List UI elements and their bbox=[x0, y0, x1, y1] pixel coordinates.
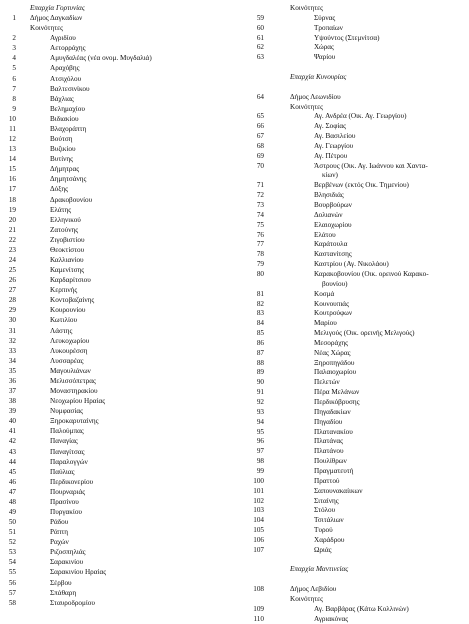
item-number: 13 bbox=[8, 145, 16, 154]
place-name: Χαράδρου bbox=[314, 535, 345, 544]
place-name: Ψαρίου bbox=[314, 53, 336, 62]
place-name: Τροπαίων bbox=[314, 23, 343, 32]
place-name: Ελάτης bbox=[50, 205, 72, 214]
place-name: Παύλιας bbox=[50, 467, 75, 476]
item-number: 63 bbox=[256, 53, 264, 62]
item-number: 69 bbox=[256, 151, 264, 160]
place-name: Κουρουνίου bbox=[50, 306, 86, 315]
item-number: 4 bbox=[12, 54, 16, 63]
item-number: 82 bbox=[256, 299, 264, 308]
place-name: Ελαιοχωρίου bbox=[314, 220, 352, 229]
item-number: 56 bbox=[8, 578, 16, 587]
place-name: Βλησιδιάς bbox=[314, 191, 344, 200]
item-number: 60 bbox=[256, 23, 264, 32]
place-name: Σιταίνης bbox=[314, 496, 339, 505]
item-number: 14 bbox=[8, 155, 16, 164]
item-number: 84 bbox=[256, 319, 264, 328]
item-number: 51 bbox=[8, 528, 16, 537]
item-number: 29 bbox=[8, 306, 16, 315]
place-name: Παλούμπας bbox=[50, 427, 84, 436]
place-name: Βαλτεσινίκου bbox=[50, 84, 90, 93]
item-number: 54 bbox=[8, 558, 16, 567]
item-number: 41 bbox=[8, 427, 16, 436]
item-number: 55 bbox=[8, 568, 16, 577]
place-name: Νυμφασίας bbox=[50, 407, 83, 416]
place-name: Δόξης bbox=[50, 185, 69, 194]
item-number: 39 bbox=[8, 407, 16, 416]
item-number: 38 bbox=[8, 397, 16, 406]
item-number: 20 bbox=[8, 215, 16, 224]
place-name: Σέρβου bbox=[50, 578, 72, 587]
place-name: Άστρους (Οικ. Αγ. Ιωάννου και Χαντα- bbox=[314, 161, 428, 170]
place-name: Πλατανακίου bbox=[314, 427, 353, 436]
place-name: Ζιγοβιστίου bbox=[50, 235, 85, 244]
place-name: Βερβένων (εκτός Οικ. Τημενίου) bbox=[314, 181, 409, 190]
place-name: Βελημαχίου bbox=[50, 104, 85, 113]
item-number: 98 bbox=[256, 457, 264, 466]
item-number: 107 bbox=[253, 545, 264, 554]
place-name: Μεσοράχης bbox=[314, 338, 349, 347]
item-number: 96 bbox=[256, 437, 264, 446]
place-name: Παναγίας bbox=[50, 437, 78, 446]
item-number: 15 bbox=[8, 165, 16, 174]
item-number: 27 bbox=[8, 286, 16, 295]
place-name: Σαρακινίου Ηραίας bbox=[50, 568, 107, 577]
item-number: 59 bbox=[256, 13, 264, 22]
place-name: Μαρίου bbox=[314, 319, 337, 328]
item-number: 92 bbox=[256, 398, 264, 406]
item-number: 105 bbox=[253, 526, 264, 535]
item-number: 67 bbox=[256, 132, 264, 141]
place-name: Χώρας bbox=[314, 43, 334, 52]
place-name: Δήμος Λεωνιδίου bbox=[290, 92, 341, 101]
place-name: Κουνουπιάς bbox=[314, 299, 349, 308]
place-name: Ξηροπηγάδου bbox=[314, 358, 355, 367]
place-name: Δημητσάνης bbox=[50, 175, 87, 184]
item-number: 90 bbox=[256, 378, 264, 387]
place-name: Σαρακινίου bbox=[50, 558, 84, 567]
place-name: Σαπουνακαίικων bbox=[314, 486, 363, 495]
item-number: 28 bbox=[8, 296, 16, 305]
place-name: Ωριάς bbox=[314, 545, 332, 554]
place-name: Βλαχοράπτη bbox=[50, 124, 87, 133]
place-name: Σταυροδρομίου bbox=[50, 598, 95, 607]
place-name: Βάχλιας bbox=[50, 94, 74, 103]
item-number: 7 bbox=[12, 84, 16, 93]
item-number: 40 bbox=[8, 417, 16, 426]
place-name: Μαγουλιάνων bbox=[50, 366, 91, 375]
place-name: κίων) bbox=[322, 171, 338, 180]
place-name: Βούτση bbox=[50, 135, 73, 144]
item-number: 74 bbox=[256, 210, 264, 219]
item-number: 22 bbox=[8, 235, 16, 244]
item-number: 62 bbox=[256, 43, 264, 52]
place-name: Ζατούνης bbox=[50, 225, 79, 234]
item-number: 5 bbox=[12, 64, 16, 73]
region-title: Επαρχία Μαντινείας bbox=[290, 565, 349, 574]
item-number: 108 bbox=[253, 585, 264, 594]
place-name: Νεοχωρίου Ηραίας bbox=[50, 397, 106, 406]
item-number: 45 bbox=[8, 467, 16, 476]
place-name: Λυσσαρέας bbox=[50, 356, 84, 365]
place-name: Σύρνας bbox=[314, 13, 336, 22]
place-name: Αετορράχης bbox=[50, 44, 86, 53]
place-name: Παναγίτσας bbox=[50, 447, 85, 456]
place-name: Αγ. Γεωργίου bbox=[314, 141, 354, 150]
item-number: 70 bbox=[256, 161, 264, 170]
place-name: Στόλου bbox=[314, 506, 336, 515]
place-name: Ριζοσπηλιάς bbox=[50, 548, 86, 557]
item-number: 87 bbox=[256, 348, 264, 357]
item-number: 103 bbox=[253, 506, 264, 515]
place-name: Υψούντος (Στεμνίτσα) bbox=[314, 33, 380, 42]
item-number: 86 bbox=[256, 338, 264, 347]
item-number: 33 bbox=[8, 346, 16, 355]
place-name: Κοινότητες bbox=[290, 102, 323, 111]
item-number: 50 bbox=[8, 518, 16, 527]
item-number: 46 bbox=[8, 477, 16, 486]
place-name: Κοινότητες bbox=[290, 4, 323, 12]
place-name: Καμενίτσης bbox=[50, 266, 85, 275]
place-name: βουνίου) bbox=[322, 279, 348, 288]
item-number: 26 bbox=[8, 276, 16, 285]
item-number: 6 bbox=[12, 74, 16, 83]
place-name: Πηγαδίου bbox=[314, 417, 343, 426]
place-name: Πραγματευτή bbox=[314, 466, 354, 475]
item-number: 102 bbox=[253, 496, 264, 505]
item-number: 35 bbox=[8, 366, 16, 375]
item-number: 76 bbox=[256, 230, 264, 239]
item-number: 18 bbox=[8, 195, 16, 204]
place-name: Ράδου bbox=[50, 518, 69, 527]
place-name: Κερπινής bbox=[50, 286, 78, 295]
place-name: Περδικόβρυσης bbox=[314, 398, 360, 406]
place-name: Βουρβούρων bbox=[314, 201, 352, 209]
place-name: Δήμος Λεβιδίου bbox=[290, 585, 337, 594]
place-name: Πυργακίου bbox=[50, 508, 82, 516]
item-number: 79 bbox=[256, 260, 264, 269]
item-number: 31 bbox=[8, 326, 16, 335]
item-number: 83 bbox=[256, 309, 264, 318]
item-number: 73 bbox=[256, 201, 264, 209]
item-number: 37 bbox=[8, 387, 16, 396]
item-number: 80 bbox=[256, 269, 264, 278]
place-name: Βυζικίου bbox=[50, 145, 76, 154]
place-name: Αγ. Σοφίας bbox=[314, 122, 346, 131]
place-name: Αμυγδαλέας (νέα ονομ. Μυγδαλιά) bbox=[50, 54, 152, 63]
item-number: 48 bbox=[8, 497, 16, 506]
region-title: Επαρχία Κυνουρίας bbox=[290, 72, 347, 81]
item-number: 21 bbox=[8, 225, 16, 234]
item-number: 110 bbox=[253, 614, 264, 623]
item-number: 78 bbox=[256, 250, 264, 259]
place-name: Ατσιχόλου bbox=[50, 74, 82, 83]
place-name: Δήμητρας bbox=[50, 165, 80, 174]
place-name: Καρακοβουνίου (Οικ. ορεινού Καρακο- bbox=[314, 269, 429, 278]
place-name: Κουτρούφων bbox=[314, 309, 353, 318]
item-number: 19 bbox=[8, 205, 16, 214]
item-number: 89 bbox=[256, 368, 264, 377]
place-name: Ράπτη bbox=[50, 528, 69, 537]
item-number: 75 bbox=[256, 220, 264, 229]
place-name: Πουλίθρων bbox=[314, 457, 347, 466]
place-name: Μελισσόπετρας bbox=[50, 376, 96, 385]
place-name: Αραχόβης bbox=[50, 64, 80, 73]
place-name: Κοντοβαζαίνης bbox=[50, 296, 95, 305]
item-number: 1 bbox=[12, 14, 16, 23]
item-number: 72 bbox=[256, 191, 264, 200]
place-name: Λευκοχωρίου bbox=[50, 336, 90, 345]
item-number: 23 bbox=[8, 245, 16, 254]
place-name: Σπάθαρη bbox=[50, 588, 77, 597]
item-number: 93 bbox=[256, 407, 264, 416]
item-number: 36 bbox=[8, 376, 16, 385]
item-number: 77 bbox=[256, 240, 264, 249]
place-name: Αγριδίου bbox=[50, 34, 76, 43]
item-number: 61 bbox=[256, 33, 264, 42]
item-number: 12 bbox=[8, 135, 16, 144]
place-name: Ραχών bbox=[50, 538, 69, 547]
item-number: 81 bbox=[256, 289, 264, 298]
item-number: 109 bbox=[253, 604, 264, 613]
place-name: Λάστης bbox=[50, 326, 73, 335]
item-number: 66 bbox=[256, 122, 264, 131]
place-name: Αγ. Βασιλείου bbox=[314, 132, 356, 141]
item-number: 3 bbox=[12, 44, 16, 53]
item-number: 100 bbox=[253, 476, 264, 485]
item-number: 52 bbox=[8, 538, 16, 547]
item-number: 9 bbox=[12, 104, 16, 113]
place-name: Δρακοβουνίου bbox=[50, 195, 93, 204]
place-name: Ελάτου bbox=[314, 230, 336, 239]
item-number: 101 bbox=[253, 486, 264, 495]
place-name: Βυτίνης bbox=[50, 155, 74, 164]
item-number: 8 bbox=[12, 94, 16, 103]
place-name: Θεοκτίστου bbox=[50, 245, 85, 254]
place-name: Παραλογγών bbox=[50, 457, 88, 466]
item-number: 95 bbox=[256, 427, 264, 436]
item-number: 16 bbox=[8, 175, 16, 184]
place-name: Νέας Χώρας bbox=[314, 348, 351, 357]
place-name: Τσιτάλιων bbox=[314, 516, 344, 525]
item-number: 104 bbox=[253, 516, 264, 525]
item-number: 17 bbox=[8, 185, 16, 194]
item-number: 24 bbox=[8, 256, 16, 264]
place-name: Καστρίου (Αγ. Νικολάου) bbox=[314, 260, 389, 269]
item-number: 32 bbox=[8, 336, 16, 345]
item-number: 68 bbox=[256, 141, 264, 150]
place-name: Καράτουλα bbox=[314, 240, 348, 249]
item-number: 99 bbox=[256, 466, 264, 475]
place-name: Αγ. Βαρβάρας (Κάτω Κολλινών) bbox=[314, 604, 409, 613]
place-name: Κοινότητες bbox=[290, 595, 323, 603]
item-number: 71 bbox=[256, 181, 264, 190]
item-number: 49 bbox=[8, 508, 16, 516]
place-name: Πλατάνου bbox=[314, 447, 344, 456]
place-name: Καστανίτσης bbox=[314, 250, 352, 259]
item-number: 43 bbox=[8, 447, 16, 456]
item-number: 106 bbox=[253, 535, 264, 544]
item-number: 11 bbox=[9, 124, 16, 133]
place-name: Ξηροκαρυταίνης bbox=[50, 417, 99, 426]
place-name: Βιδιακίου bbox=[50, 114, 79, 123]
item-number: 57 bbox=[8, 588, 16, 597]
item-number: 58 bbox=[8, 598, 16, 607]
place-name: Δήμος Δαγκαδίων bbox=[30, 14, 83, 23]
item-number: 44 bbox=[8, 457, 16, 466]
item-number: 25 bbox=[8, 266, 16, 275]
place-name: Αγριακόνας bbox=[314, 614, 349, 623]
item-number: 64 bbox=[256, 92, 264, 101]
item-number: 97 bbox=[256, 447, 264, 456]
place-name: Μοναστηρακίου bbox=[50, 387, 98, 396]
item-number: 85 bbox=[256, 329, 264, 338]
item-number: 10 bbox=[8, 114, 16, 123]
place-name: Παλαιοχωρίου bbox=[314, 368, 357, 377]
place-name: Κοσμά bbox=[314, 289, 335, 298]
place-name: Πηγαδακίων bbox=[314, 407, 351, 416]
place-name: Καρδαρίτσιου bbox=[50, 276, 91, 285]
place-name: Πελετών bbox=[314, 378, 340, 387]
place-name: Καλλιανίου bbox=[50, 256, 84, 264]
place-name: Πλατάνας bbox=[314, 437, 343, 446]
place-name: Πρασίνου bbox=[50, 497, 79, 506]
place-name: Αγ. Πέτρου bbox=[314, 151, 348, 160]
item-number: 42 bbox=[8, 437, 16, 446]
place-name: Μελιγούς (Οικ. ορεινής Μελιγούς) bbox=[314, 329, 415, 338]
item-number: 94 bbox=[256, 417, 264, 426]
item-number: 91 bbox=[256, 388, 264, 397]
place-name: Δολιανών bbox=[314, 210, 343, 219]
region-title: Επαρχία Γορτυνίας bbox=[30, 4, 85, 12]
item-number: 2 bbox=[12, 34, 16, 43]
place-name: Περδικονερίου bbox=[50, 477, 94, 486]
item-number: 88 bbox=[256, 358, 264, 367]
place-name: Κοινότητες bbox=[30, 24, 63, 33]
place-name: Πουρναριάς bbox=[50, 487, 86, 496]
item-number: 53 bbox=[8, 548, 16, 557]
item-number: 47 bbox=[8, 487, 16, 496]
place-name: Ελληνικού bbox=[50, 215, 81, 224]
item-number: 65 bbox=[256, 112, 264, 121]
item-number: 34 bbox=[8, 356, 16, 365]
place-name: Πραττού bbox=[314, 476, 340, 485]
place-name: Κωτιλίου bbox=[50, 316, 78, 325]
place-name: Λυκουρέσση bbox=[50, 346, 88, 355]
place-name: Αγ. Ανδρέα (Οικ. Αγ. Γεωργίου) bbox=[314, 112, 407, 121]
place-name: Πέρα Μελάνων bbox=[314, 388, 360, 397]
place-name: Τυρού bbox=[314, 526, 333, 535]
item-number: 30 bbox=[8, 316, 16, 325]
